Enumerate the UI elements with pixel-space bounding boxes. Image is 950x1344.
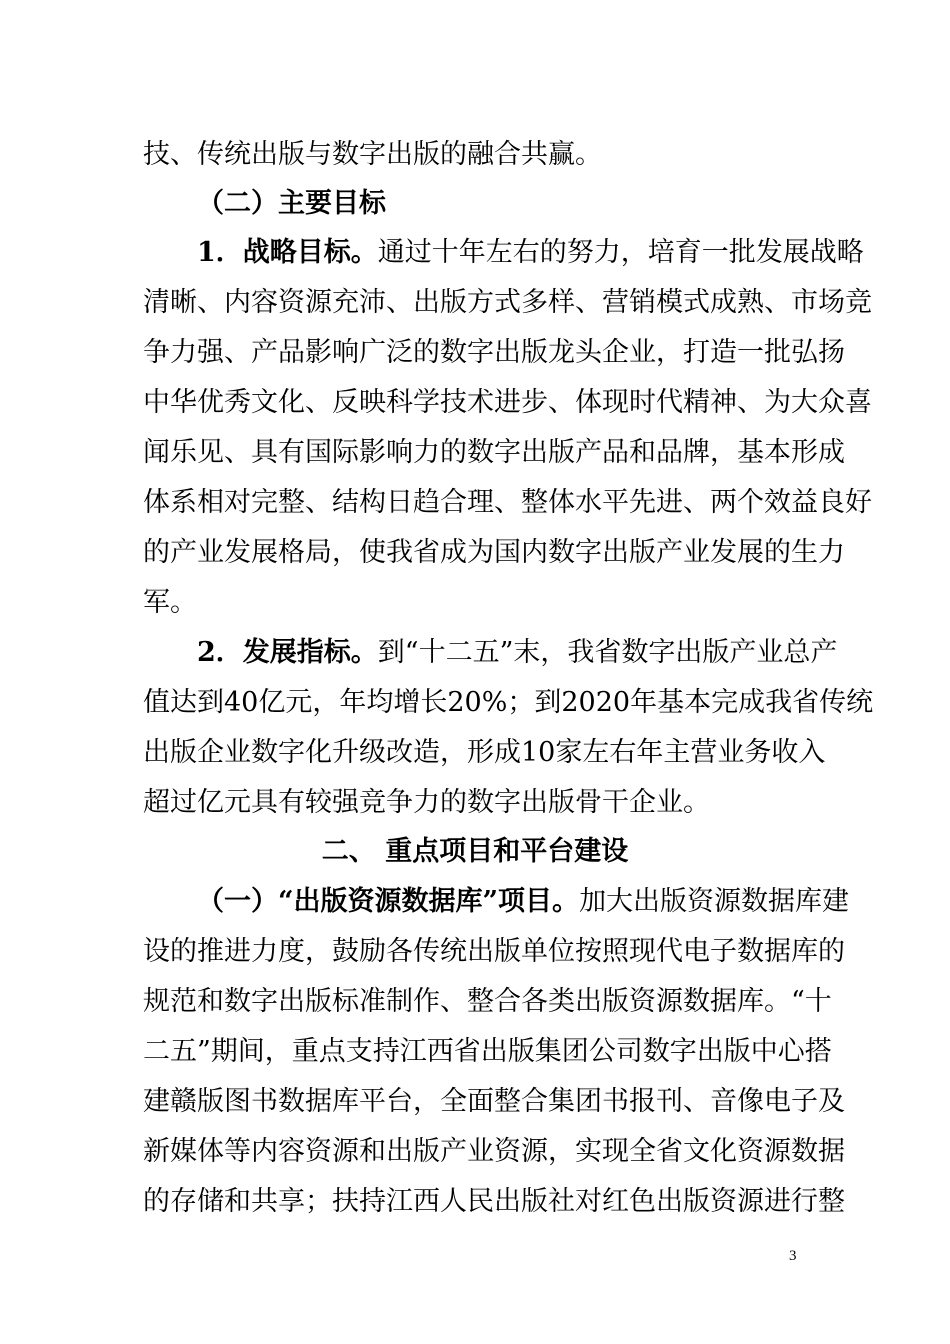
paragraph-line: 军。 xyxy=(143,587,197,618)
paragraph-lead: （一）“出版资源数据库”项目。 xyxy=(197,886,580,917)
page-number: 3 xyxy=(789,1248,797,1264)
paragraph-line: 争力强、产品影响广泛的数字出版龙头企业，打造一批弘扬 xyxy=(143,337,845,368)
section-heading: （二）主要目标 xyxy=(197,188,386,219)
paragraph-line: 技、传统出版与数字出版的融合共赢。 xyxy=(143,139,602,170)
paragraph-lead: 1．战略目标。 xyxy=(197,237,378,268)
paragraph-line: 值达到40亿元，年均增长20%；到2020年基本完成我省传统 xyxy=(143,687,874,718)
paragraph-text: 通过十年左右的努力，培育一批发展战略 xyxy=(377,237,864,268)
paragraph-text: 加大出版资源数据库建 xyxy=(579,886,850,917)
chapter-heading: 二、 重点项目和平台建设 xyxy=(321,836,629,867)
paragraph-line: 闻乐见、具有国际影响力的数字出版产品和品牌，基本形成 xyxy=(143,437,845,468)
paragraph-line: 的存储和共享；扶持江西人民出版社对红色出版资源进行整 xyxy=(143,1186,845,1217)
paragraph-line: 出版企业数字化升级改造，形成10家左右年主营业务收入 xyxy=(143,737,826,768)
paragraph-lead: 2．发展指标。 xyxy=(197,637,378,668)
paragraph-line: 新媒体等内容资源和出版产业资源，实现全省文化资源数据 xyxy=(143,1136,845,1167)
paragraph-line: 二五”期间，重点支持江西省出版集团公司数字出版中心搭 xyxy=(143,1036,832,1067)
paragraph-line: 超过亿元具有较强竞争力的数字出版骨干企业。 xyxy=(143,787,710,818)
paragraph-line: 中华优秀文化、反映科学技术进步、体现时代精神、为大众喜 xyxy=(143,387,872,418)
paragraph-line: 建赣版图书数据库平台，全面整合集团书报刊、音像电子及 xyxy=(143,1086,845,1117)
paragraph-line: 的产业发展格局，使我省成为国内数字出版产业发展的生力 xyxy=(143,537,845,568)
paragraph-line: 清晰、内容资源充沛、出版方式多样、营销模式成熟、市场竞 xyxy=(143,287,872,318)
paragraph-text: 到“十二五”末，我省数字出版产业总产 xyxy=(377,637,838,668)
paragraph-line: 体系相对完整、结构日趋合理、整体水平先进、两个效益良好 xyxy=(143,487,872,518)
paragraph-line: 设的推进力度，鼓励各传统出版单位按照现代电子数据库的 xyxy=(143,936,845,967)
paragraph-line: 规范和数字出版标准制作、整合各类出版资源数据库。“十 xyxy=(143,986,832,1017)
